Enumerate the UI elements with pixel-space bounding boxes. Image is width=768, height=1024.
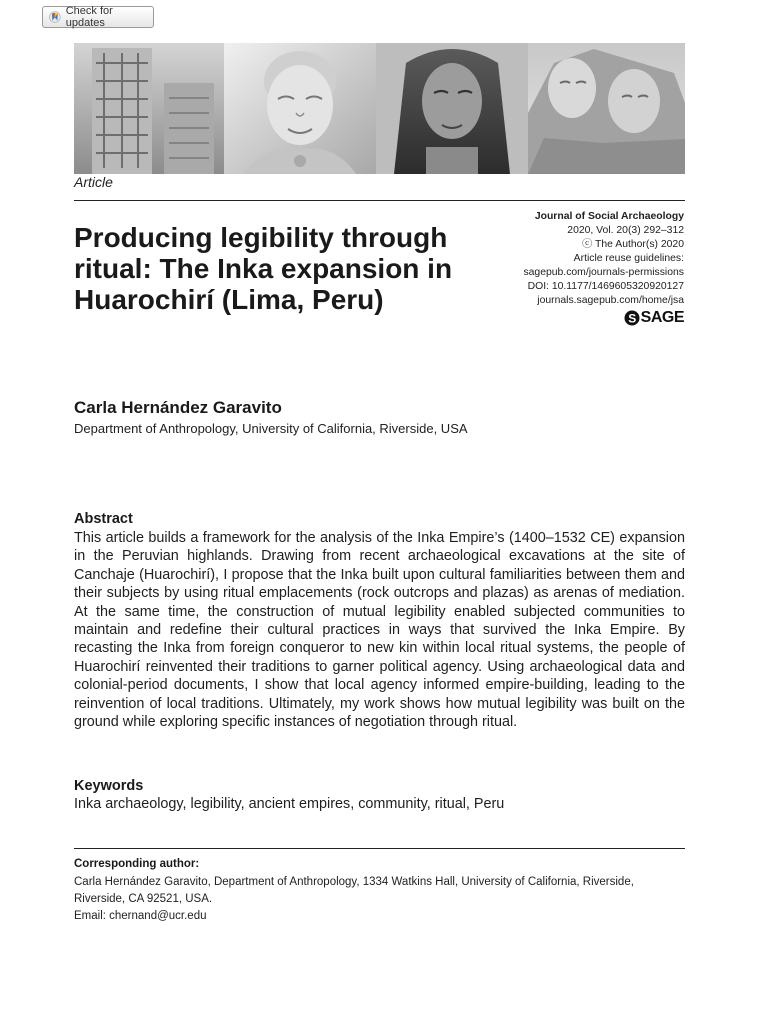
sage-logo: [624, 309, 684, 327]
sage-wordmark: SAGE: [640, 309, 684, 326]
journal-name: Journal of Social Archaeology: [534, 211, 684, 222]
crossmark-icon: [49, 11, 61, 23]
journal-info-block: [424, 210, 684, 308]
keywords-heading: Keywords: [74, 778, 144, 794]
reuse-guidelines-label: Article reuse guidelines:: [573, 253, 684, 264]
article-type-label: Article: [74, 174, 113, 190]
footnote-divider: [74, 848, 685, 849]
corresponding-author-heading: Corresponding author:: [74, 858, 200, 870]
doi-link[interactable]: DOI: 10.1177/1469605320920127: [527, 281, 684, 292]
sage-s-icon: [624, 310, 640, 326]
check-for-updates-label: Check for updates: [65, 5, 113, 29]
abstract-body: This article builds a framework for the analysis of the Inka Empire’s (1400–1532 CE) expansion in the Peruvian highlands. Drawing from recent archaeological excavations at the site of Canchaje (Huarochirí), I propose that the Inka built upon cultural familiarities between them and their subjects by using ritual emplacements (rock outcrops and plazas) as arenas of mediation. At the same time, the construction of mutual legibility enabled subjected communities to maintain and redefine their cultural practices in ways that survived the Inka Empire. By recasting the Inka from foreign conqueror to new kin within local ritual systems, the people of Huarochirí reinvented their traditions to garner political agency. Using archaeological data and colonial-period documents, I show that local agency informed empire-building, leading to the reinvention of local traditions. Ultimately, my work shows how mutual legibility was built on the ground while exploring specific instances of negotiation through ritual.: [74, 530, 685, 731]
journal-banner-image: [74, 43, 685, 174]
check-for-updates-button[interactable]: [42, 6, 154, 28]
keywords-list: Inka archaeology, legibility, ancient empires, community, ritual, Peru: [74, 796, 505, 812]
corresponding-author-address: Carla Hernández Garavito, Department of Anthropology, 1334 Watkins Hall, University of California, Riverside, Riverside, CA 92521, USA.: [74, 876, 634, 905]
top-divider: [74, 200, 685, 201]
abstract-heading: Abstract: [74, 511, 133, 527]
author-name: Carla Hernández Garavito: [74, 398, 282, 417]
article-title: Producing legibility through ritual: The Inka expansion in Huarochirí (Lima, Peru): [74, 222, 453, 315]
reuse-guidelines-link[interactable]: sagepub.com/journals-permissions: [523, 267, 684, 278]
journal-volume: 2020, Vol. 20(3) 292–312: [567, 225, 684, 236]
corresponding-author-email[interactable]: Email: chernand@ucr.edu: [74, 910, 207, 922]
svg-text:S: S: [627, 311, 636, 326]
journal-home-link[interactable]: journals.sagepub.com/home/jsa: [537, 295, 684, 306]
author-affiliation: Department of Anthropology, University of California, Riverside, USA: [74, 421, 468, 436]
corresponding-author-block: [74, 874, 685, 925]
copyright-line: ⓒ The Author(s) 2020: [581, 239, 684, 250]
